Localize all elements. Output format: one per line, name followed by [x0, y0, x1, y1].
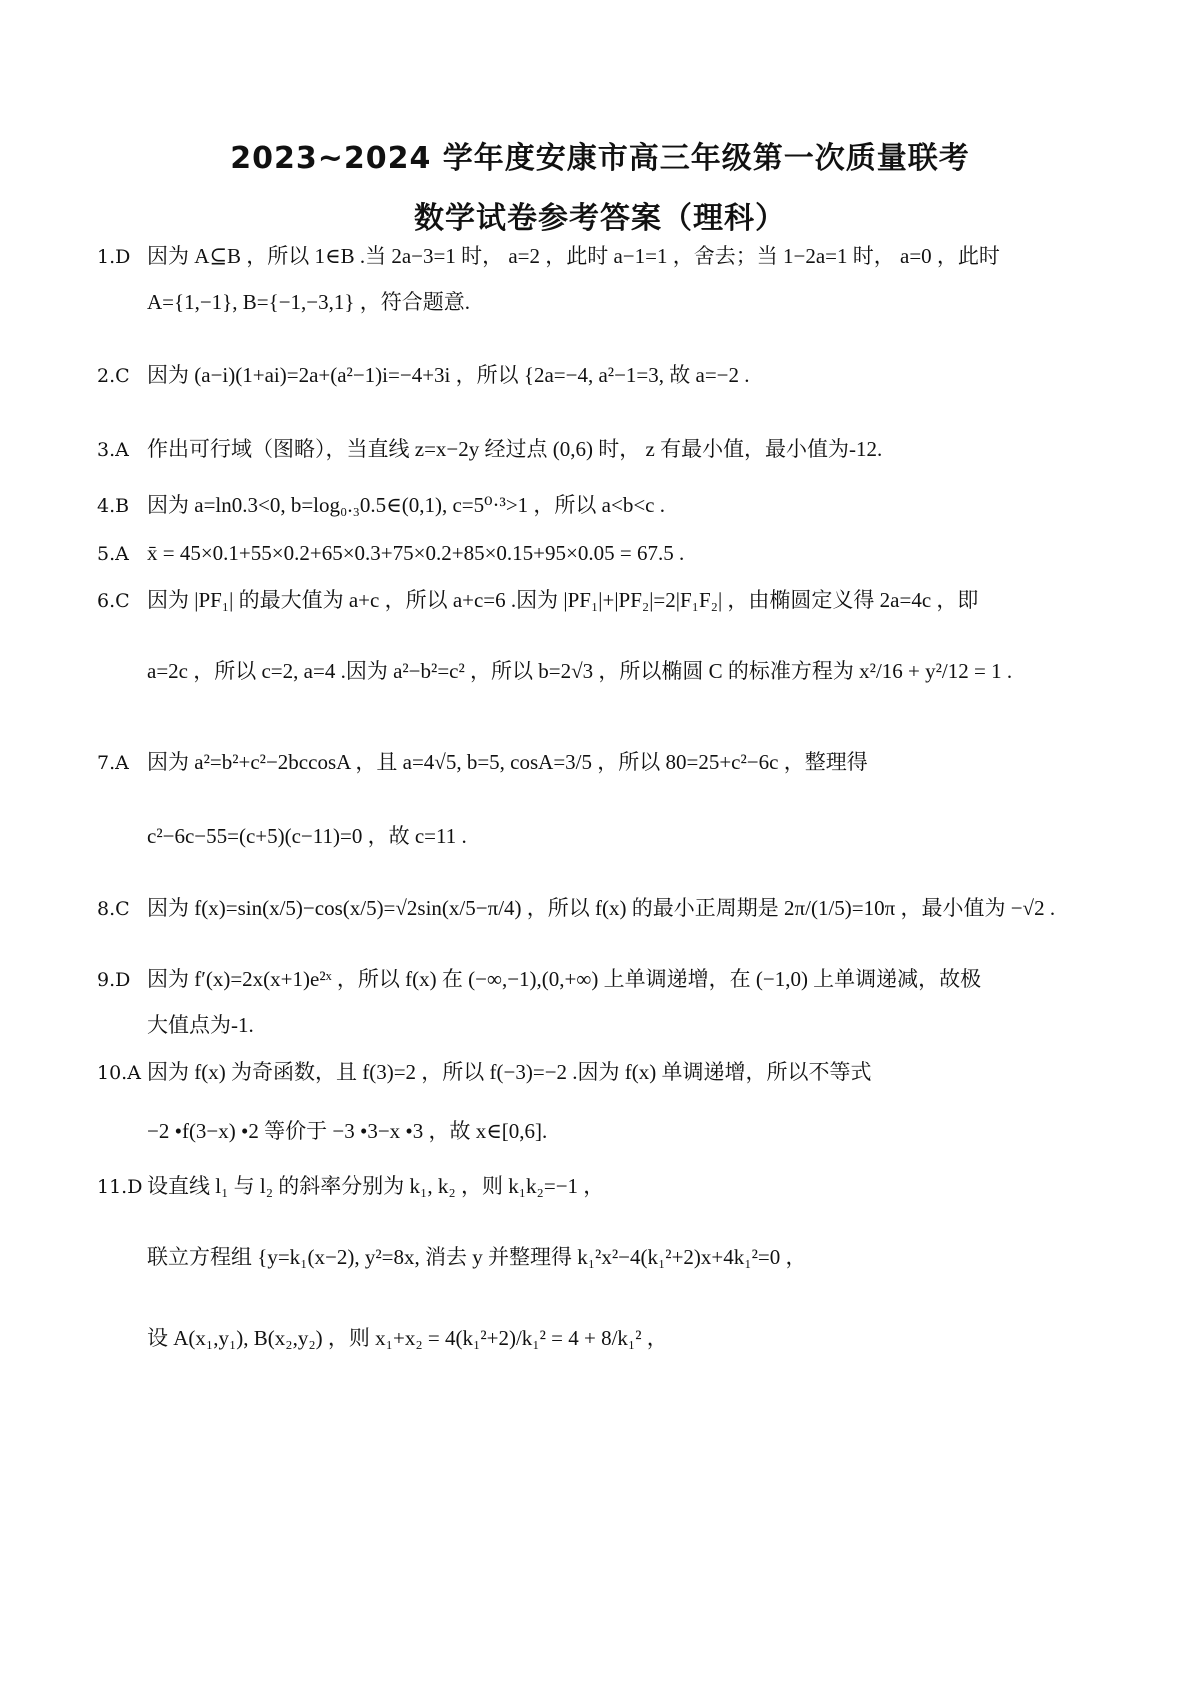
answer-number: 1.D — [97, 246, 131, 268]
answer-line — [97, 1244, 1130, 1271]
answer-number: 11.D — [97, 1176, 143, 1198]
answer-text: −2 •f(3−x) •2 等价于 −3 •3−x •3 ，故 x∈[0,6]. — [147, 1119, 548, 1143]
answer-text: c²−6c−55=(c+5)(c−11)=0 ，故 c=11 . — [147, 824, 467, 848]
answer-number: 2.C — [97, 365, 130, 387]
answer-line — [97, 1118, 1130, 1145]
answer-text: A={1,−1}, B={−1,−3,1} ，符合题意. — [147, 290, 470, 314]
document-title: 2023~2024 学年度安康市高三年级第一次质量联考 — [230, 141, 970, 176]
answer-text: 设 A(x₁,y₁), B(x₂,y₂) ，则 x₁+x₂ = 4(k₁²+2)/k₁² = 4 + 8/k₁² ， — [147, 1326, 668, 1350]
answer-line — [97, 1173, 1130, 1200]
answer-line — [97, 658, 1130, 685]
answer-line — [97, 749, 1130, 776]
answer-number: 6.C — [97, 590, 130, 612]
answer-line — [97, 362, 1130, 389]
answer-number: 10.A — [97, 1062, 141, 1084]
answer-text: a=2c ，所以 c=2, a=4 .因为 a²−b²=c² ，所以 b=2√3 ，所以椭圆 C 的标准方程为 x²/16 + y²/12 = 1 . — [147, 659, 1013, 683]
answer-number: 7.A — [97, 752, 129, 774]
answer-line — [97, 1325, 1130, 1352]
answer-line — [97, 823, 1130, 850]
answer-line — [97, 436, 1130, 463]
answer-line — [97, 895, 1130, 922]
answer-text: 因为 f(x)=sin(x/5)−cos(x/5)=√2sin(x/5−π/4) ，所以 f(x) 的最小正周期是 2π/(1/5)=10π ，最小值为 −√2 . — [147, 896, 1056, 920]
answer-text: 因为 f(x) 为奇函数，且 f(3)=2 ，所以 f(−3)=−2 .因为 f(x) 单调递增，所以不等式 — [147, 1060, 872, 1084]
answer-number: 5.A — [97, 543, 129, 565]
answer-line — [97, 587, 1130, 614]
answer-text: 因为 f′(x)=2x(x+1)e²ˣ ，所以 f(x) 在 (−∞,−1),(0,+∞) 上单调递增，在 (−1,0) 上单调递减，故极 — [147, 967, 982, 991]
answer-line — [97, 966, 1130, 993]
answer-line — [97, 1059, 1130, 1086]
answer-number: 8.C — [97, 898, 130, 920]
answer-text: 设直线 l₁ 与 l₂ 的斜率分别为 k₁, k₂ ，则 k₁k₂=−1 ， — [147, 1174, 605, 1198]
answer-text: 作出可行域（图略），当直线 z=x−2y 经过点 (0,6) 时， z 有最小值，最小值为-12. — [147, 437, 883, 461]
answer-line — [97, 1012, 1130, 1039]
answer-line — [97, 289, 1130, 316]
answer-text: 因为 A⊆B ，所以 1∈B .当 2a−3=1 时， a=2 ，此时 a−1=1 ，舍去；当 1−2a=1 时， a=0 ，此时 — [147, 244, 1000, 268]
answer-number: 4.B — [97, 495, 130, 517]
answer-text: 因为 a=ln0.3<0, b=log₀.₃0.5∈(0,1), c=5⁰·³>1 ，所以 a<b<c . — [147, 493, 665, 517]
answer-text: x̄ = 45×0.1+55×0.2+65×0.3+75×0.2+85×0.15+95×0.05 = 67.5 . — [147, 541, 685, 565]
answer-line — [97, 492, 1130, 519]
answer-number: 3.A — [97, 439, 129, 461]
answer-line — [97, 243, 1130, 270]
answer-text: 大值点为-1. — [147, 1013, 254, 1037]
document-subtitle: 数学试卷参考答案（理科） — [414, 201, 786, 236]
answer-text: 因为 |PF₁| 的最大值为 a+c ，所以 a+c=6 .因为 |PF₁|+|PF₂|=2|F₁F₂| ，由椭圆定义得 2a=4c ，即 — [147, 588, 979, 612]
answer-text: 因为 a²=b²+c²−2bccosA ，且 a=4√5, b=5, cosA=3/5 ，所以 80=25+c²−6c ，整理得 — [147, 750, 868, 774]
answer-number: 9.D — [97, 969, 131, 991]
answer-line — [97, 540, 1130, 567]
answer-text: 联立方程组 {y=k₁(x−2), y²=8x, 消去 y 并整理得 k₁²x²−4(k₁²+2)x+4k₁²=0 ， — [147, 1245, 807, 1269]
answer-text: 因为 (a−i)(1+ai)=2a+(a²−1)i=−4+3i ，所以 {2a=−4, a²−1=3, 故 a=−2 . — [147, 363, 750, 387]
